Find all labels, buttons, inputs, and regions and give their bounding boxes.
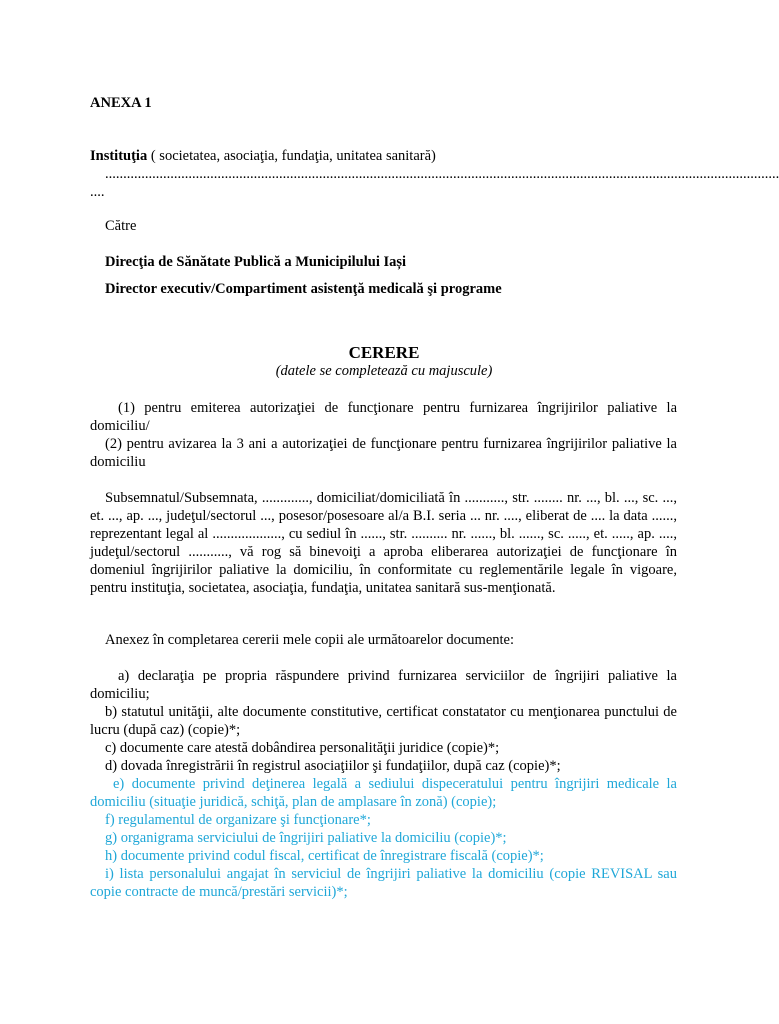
document-item-d: d) dovada înregistrării în registrul asociaţiilor şi fundaţiilor, după caz (copie)*; bbox=[105, 758, 561, 774]
institution-dots: .......................................................................................................................................................................................... bbox=[105, 166, 779, 182]
annex-title: ANEXA 1 bbox=[90, 95, 152, 111]
institution-dots-end: .... bbox=[90, 184, 105, 200]
document-item-b: b) statutul unităţii, alte documente constitutive, certificat constatator cu menţionarea punctului de lucru (după caz) (copie)*; bbox=[90, 704, 677, 738]
document-item-c: c) documente care atestă dobândirea personalităţii juridice (copie)*; bbox=[105, 740, 500, 756]
document-subtitle: (datele se completează cu majuscule) bbox=[275, 363, 493, 379]
document-item-h: h) documente privind codul fiscal, certificat de înregistrare fiscală (copie)*; bbox=[105, 848, 544, 864]
annex-intro: Anexez în completarea cererii mele copii ale următoarelor documente: bbox=[105, 632, 515, 648]
document-item-f: f) regulamentul de organizare şi funcţionare*; bbox=[105, 812, 371, 828]
addressee-director: Director executiv/Compartiment asistenţă medicală şi programe bbox=[105, 281, 502, 297]
institution-label: Instituţia bbox=[90, 148, 148, 164]
institution-line bbox=[90, 147, 436, 165]
document-title: CERERE bbox=[348, 343, 420, 362]
addressee-directorate: Direcţia de Sănătate Publică a Municipilului Iași bbox=[105, 254, 407, 270]
institution-note: ( societatea, asociaţia, fundaţia, unitatea sanitară) bbox=[147, 148, 436, 164]
request-paragraph: Subsemnatul/Subsemnata, ............., domiciliat/domiciliată în ..........., str. ........ nr. ..., bl. ..., sc. ..., et. ..., ap. ..., judeţul/sectorul ..., posesor/posesoare al/a B.I. seria ... nr. ...., eliberat de .... la data ......, reprezentant legal al ..................., cu sediul în ......, str. .......... nr. ......, bl. ......, sc. ....., et. ....., ap. ...., judeţul/sectorul ..........., vă rog să binevoiţi a aproba eliberarea autorizaţiei de funcţionare în domeniul îngrijirilor paliative la domiciliu, în conformitate cu reglementările legale în vigoare, pentru instituţia, societatea, asociaţia, fundaţia, unitatea sanitară sus-menţionată. bbox=[90, 490, 677, 596]
document-item-g: g) organigrama serviciului de îngrijiri paliative la domiciliu (copie)*; bbox=[105, 830, 507, 846]
purpose-item-1: (1) pentru emiterea autorizaţiei de funcţionare pentru furnizarea îngrijirilor paliative la domiciliu/ bbox=[90, 400, 677, 434]
document-item-e: e) documente privind deţinerea legală a sediului dispeceratului pentru îngrijiri medicale la domiciliu (situaţie juridică, schiţă, plan de amplasare în zonă) (copie); bbox=[90, 776, 677, 810]
addressee-catre: Către bbox=[105, 218, 137, 234]
document-item-a: a) declaraţia pe propria răspundere privind furnizarea serviciilor de îngrijiri paliative la domiciliu; bbox=[90, 668, 677, 702]
purpose-item-2: (2) pentru avizarea la 3 ani a autorizaţiei de funcţionare pentru furnizarea îngrijirilor paliative la domiciliu bbox=[90, 436, 677, 470]
document-item-i: i) lista personalului angajat în serviciul de îngrijiri paliative la domiciliu (copie REVISAL sau copie contracte de muncă/prestări servicii)*; bbox=[90, 866, 677, 900]
